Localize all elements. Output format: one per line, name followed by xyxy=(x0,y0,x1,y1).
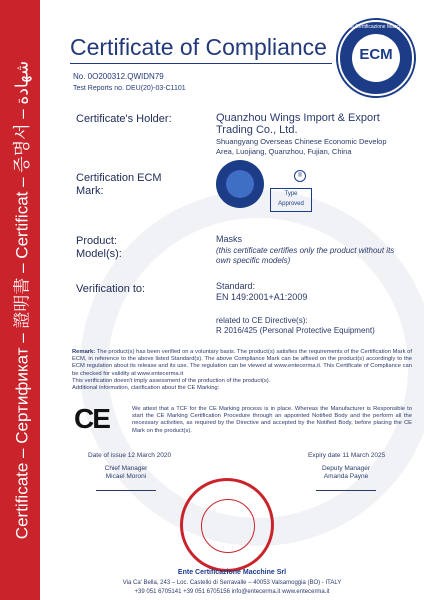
expiry-date: Expiry date 11 March 2025 xyxy=(308,452,386,459)
right-signatory-name: Amanda Payne xyxy=(323,473,369,480)
directive-label: related to CE Directive(s): xyxy=(216,316,308,325)
verification-label: Verification to: xyxy=(76,283,146,295)
remark-additional: Additional information, clarification about the CE Marking: xyxy=(72,385,220,392)
remark-note: This verification doesn't imply assessment of the production of the product(s). xyxy=(72,377,271,384)
product-label: Product: xyxy=(76,235,117,247)
holder-name-line2: Trading Co., Ltd. xyxy=(216,124,298,136)
mark-logo-center xyxy=(226,170,254,198)
mark-label: Certification ECM Mark: xyxy=(76,172,162,197)
right-signature xyxy=(316,476,376,491)
registered-symbol: ® xyxy=(294,170,306,182)
seal-ring-text: Ente Certificazione Macchine xyxy=(343,24,409,30)
issue-date: Date of issue 12 March 2020 xyxy=(88,452,172,459)
sidebar-banner xyxy=(0,0,40,600)
models-line2: own specific models) xyxy=(216,256,291,265)
remark-body: The product(s) has been verified on a voluntary basis. The product(s) satisfies the requirements of the Certification Mark of ECM, in reference to the above listed Standard(s). The above Compliance Mark can be affixed on the product(s) accordingly to the ECM regulation about its release and its use. The regulation can be viewed at www.entecerma.it. This Certificate of Compliance can be checked for validity at www.entecerma.it xyxy=(72,349,412,377)
left-signatory-name: Micael Moroni xyxy=(105,473,147,480)
title-divider xyxy=(70,63,332,64)
type-line1: Type xyxy=(284,191,298,197)
models-label: Model(s): xyxy=(76,248,122,260)
left-signature xyxy=(96,476,156,491)
standard-label: Standard: xyxy=(216,281,256,291)
holder-address-line2: Area, Luojiang, Quanzhou, Fujian, China xyxy=(216,147,352,156)
holder-address-line1: Shuangyang Overseas Chinese Economic Develop xyxy=(216,137,387,146)
seal-ecm-text: ECM xyxy=(359,46,393,63)
holder-label: Certificate's Holder: xyxy=(76,113,172,125)
holder-name-line1: Quanzhou Wings Import & Export xyxy=(216,112,380,124)
certificate-number: No. 0O200312.QWIDN79 xyxy=(73,72,164,81)
certificate-page xyxy=(40,0,424,600)
type-line2: Approved xyxy=(278,201,304,207)
ce-statement: We attest that a TCF for the CE Marking process is in place. Whereas the Manufacturer is Responsible to start the CE Marking Certification Procedure through an appointed Notified Body and the perform all the necessary activities, as required by the Directive and accepted by the Notified Body, before placing the CE Mark on the product(s). xyxy=(132,406,412,434)
seal-center xyxy=(352,34,400,82)
product-name: Masks xyxy=(216,234,243,244)
type-approved-box xyxy=(270,188,312,212)
left-signatory-role: Chief Manager xyxy=(104,465,148,472)
remark-block xyxy=(72,349,412,392)
footer-contacts: +39 051 6705141 +39 051 6705156 info@entecerma.it www.entecerma.it xyxy=(134,589,330,595)
ecm-mark-logo xyxy=(216,160,264,208)
stamp-center xyxy=(201,499,255,553)
directive-value: R 2016/425 (Personal Protective Equipment) xyxy=(216,326,375,335)
test-reports: Test Reports no. DEU(20)-03-C1101 xyxy=(73,85,186,92)
footer-company: Ente Certificazione Macchine Srl xyxy=(177,569,287,576)
right-signatory-role: Deputy Manager xyxy=(321,465,371,472)
standard-value: EN 149:2001+A1:2009 xyxy=(216,292,308,302)
official-stamp xyxy=(180,478,274,572)
models-line1: (this certificate certifies only the product without its xyxy=(216,246,395,255)
footer-address: Via Ca' Bella, 243 – Loc. Castello di Serravalle – 40053 Valsamoggia (BO) - ITALY xyxy=(122,580,342,586)
page-title: Certificate of Compliance xyxy=(70,34,327,60)
remark-heading: Remark: xyxy=(72,349,96,355)
ecm-seal-logo xyxy=(338,20,414,96)
sidebar-text: Certificate – Сертификат – 證明書 – Certificat – 증명서 – شهادة xyxy=(12,60,32,540)
ce-mark: CE xyxy=(74,403,109,434)
